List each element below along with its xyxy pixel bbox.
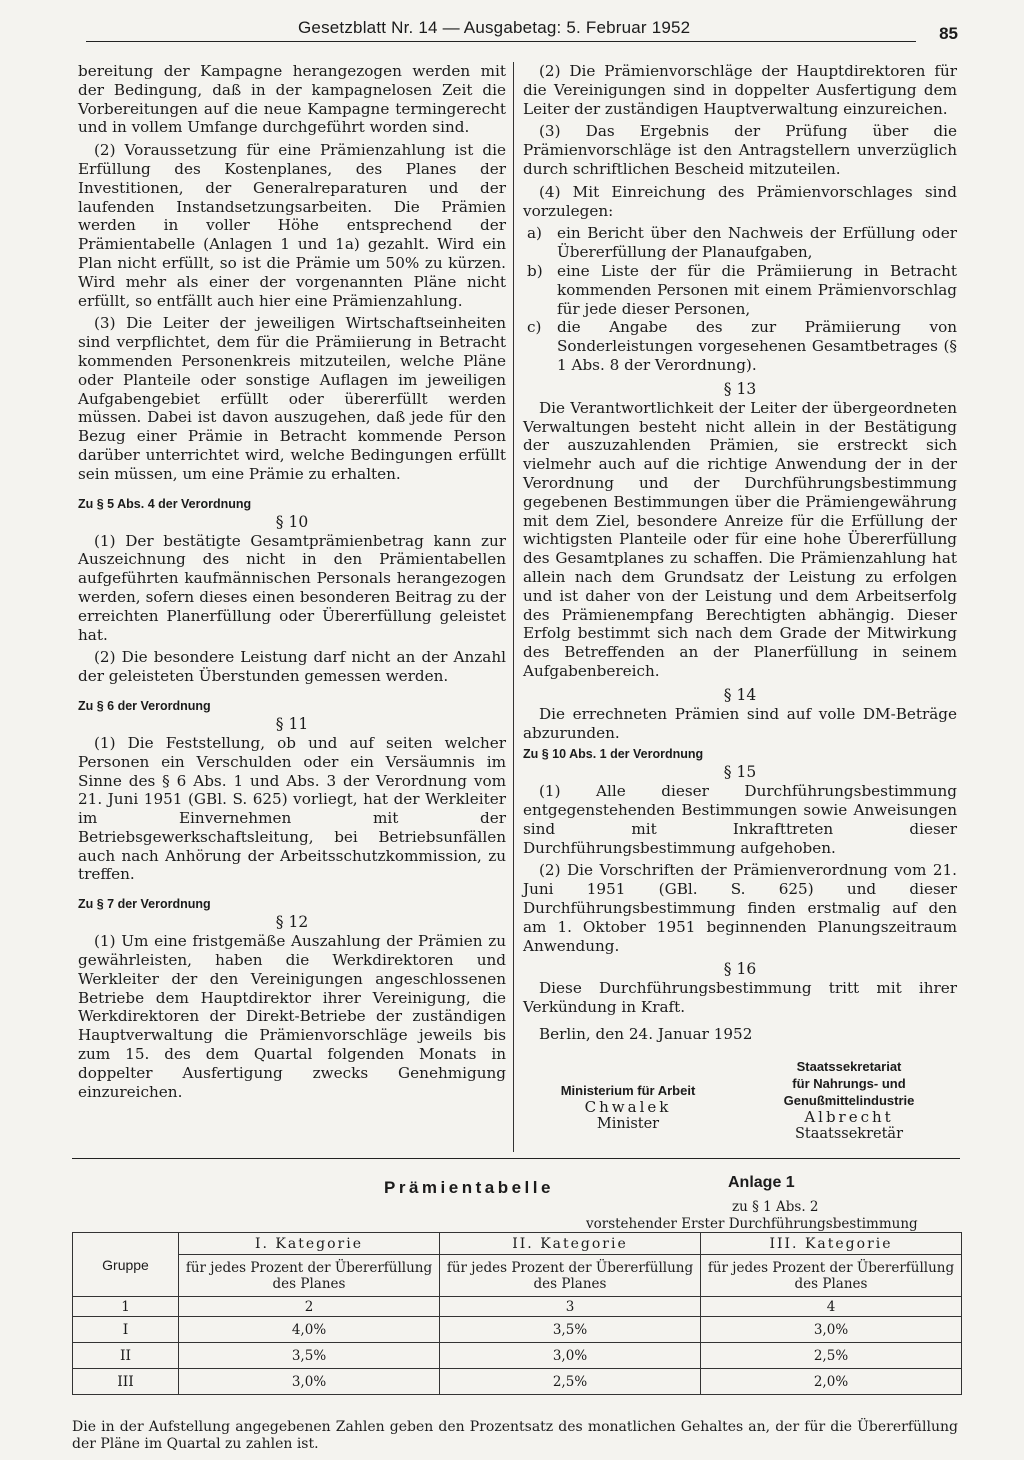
- rate-cell: 4,0%: [179, 1317, 440, 1343]
- paragraph: bereitung der Kampagne herangezogen werden mit der Bedingung, daß in der kampagnelosen Zeit die Vorbereitungen auf die neue Kampagne termingerecht und in vollem Umfange durchgeführt worden sind.: [78, 62, 506, 137]
- paragraph: (3) Das Ergebnis der Prüfung über die Prämienvorschläge ist den Antragstellern unverzüglich durch schriftlichen Bescheid mitzuteilen.: [523, 122, 957, 178]
- list-item-text: ein Bericht über den Nachweis der Erfüllung oder Übererfüllung der Planaufgaben,: [557, 224, 957, 262]
- column-description: für jedes Prozent der Übererfüllung des Planes: [179, 1255, 440, 1297]
- signature-org: für Nahrungs- und: [792, 1075, 906, 1091]
- table-number-row: [73, 1297, 962, 1317]
- page-number: 85: [939, 24, 958, 43]
- paragraph: Die errechneten Prämien sind auf volle DM-Beträge abzurunden.: [523, 704, 957, 742]
- header-rule: [86, 41, 916, 42]
- paragraph: (1) Alle dieser Durchführungsbestimmung entgegenstehenden Bestimmungen sowie Anweisungen sind mit Inkrafttreten dieser Durchführungsbestimmung aufgehoben.: [523, 782, 957, 857]
- table-header-row: [73, 1255, 962, 1297]
- column-description: für jedes Prozent der Übererfüllung des Planes: [701, 1255, 962, 1297]
- column-number: 3: [440, 1297, 701, 1317]
- paragraph: (1) Um eine fristgemäße Auszahlung der Prämien zu gewährleisten, haben die Werkdirektoren und Werkleiter der den Vereinigungen angeschlossenen Betriebe dem Hauptdirektor ihrer Vereinigung, die Werkdirektoren der Direkt-Betriebe der zuständigen Hauptverwaltung die Prämienvorschläge jeweils bis zum 15. des dem Quartal folgenden Monats in doppelter Ausfertigung zwecks Genehmigung einzureichen.: [78, 932, 506, 1101]
- paragraph-number: § 14: [723, 685, 757, 704]
- rate-cell: 2,5%: [440, 1369, 701, 1395]
- annex-label: Anlage 1: [728, 1174, 795, 1191]
- column-header-category: I. Kategorie: [179, 1233, 440, 1255]
- signature-role: Staatssekretär: [794, 1125, 904, 1142]
- table-title: Prämientabelle: [384, 1178, 554, 1197]
- table-footnote: Die in der Aufstellung angegebenen Zahlen geben den Prozentsatz des monatlichen Gehaltes an, der für die Übererfüllung der Pläne im Quartal zu zahlen ist.: [72, 1419, 958, 1452]
- table-row: [73, 1317, 962, 1343]
- rate-cell: 3,5%: [179, 1343, 440, 1369]
- signature-org: Staatssekretariat: [796, 1058, 902, 1074]
- column-divider: [513, 62, 514, 1152]
- premium-table: [72, 1232, 962, 1395]
- right-column: [523, 62, 957, 1146]
- annex-reference: zu § 1 Abs. 2: [732, 1199, 819, 1215]
- signature-name: Chwalek: [584, 1097, 672, 1116]
- paragraph: (2) Die Vorschriften der Prämienverordnung vom 21. Juni 1951 (GBl. S. 625) und dieser Durchführungsbestimmung finden erstmalig auf den am 1. Oktober 1951 beginnenden Planungszeitraum Anwendung.: [523, 861, 957, 955]
- left-column: [78, 62, 506, 1105]
- list-item-text: eine Liste der für die Prämiierung in Betracht kommenden Personen mit einem Prämienvorschlag für jede dieser Personen,: [557, 261, 957, 318]
- signature-name: Albrecht: [804, 1107, 894, 1126]
- list-item-label: b): [527, 261, 543, 280]
- header-title: Gesetzblatt Nr. 14 — Ausgabetag: 5. Februar 1952: [298, 18, 691, 37]
- paragraph: Die Verantwortlichkeit der Leiter der übergeordneten Verwaltungen besteht nicht allein in der Bestätigung der auszuzahlenden Prämien, sie erstreckt sich vielmehr auch auf die richtige Anwendung der in der Verordnung und der Durchführungsbestimmung gegebenen Bestimmungen über die Prämiengewährung mit dem Ziel, besondere Anreize für die Erfüllung der wichtigsten Planteile oder für eine hohe Übererfüllung des Gesamtplanes zu schaffen. Die Prämienzahlung hat allein nach dem Grundsatz der Leistung zu erfolgen und ist daher von der Leistung und dem Arbeitserfolg des Prämienempfang Berechtigten abhängig. Dieser Erfolg bestimmt sich nach dem Grade der Mitwirkung des Betreffenden an der Planerfüllung in seinem Aufgabenbereich.: [523, 398, 957, 680]
- paragraph: (1) Die Feststellung, ob und auf seiten welcher Personen ein Verschulden oder ein Versäumnis im Sinne des § 6 Abs. 1 und Abs. 3 der Verordnung vom 21. Juni 1951 (GBl. S. 625) vorliegt, hat der Werkleiter im Einvernehmen mit der Betriebsgewerkschaftsleitung, bei Betriebsunfällen auch nach Anhörung der Arbeitsschutzkommission, zu treffen.: [78, 733, 506, 884]
- signature-ministry: [523, 1082, 733, 1133]
- rate-cell: 3,0%: [179, 1369, 440, 1395]
- paragraph: Diese Durchführungsbestimmung tritt mit ihrer Verkündung in Kraft.: [523, 979, 957, 1017]
- group-cell: I: [73, 1317, 179, 1343]
- paragraph: (3) Die Leiter der jeweiligen Wirtschaftseinheiten sind verpflichtet, dem für die Prämiierung in Betracht kommenden Personenkreis mitzuteilen, welche Pläne oder Planteile oder sonstige Auflagen im jeweiligen Aufgabengebiet erfüllt oder übererfüllt werden müssen. Dabei ist davon auszugehen, daß jede für den Bezug einer Prämie in Betracht kommende Person darüber unterrichtet wird, welche Bedingungen erfüllt sein müssen, um eine Prämie zu erhalten.: [78, 314, 506, 483]
- list-item: [523, 262, 957, 318]
- group-cell: III: [73, 1369, 179, 1395]
- section-reference: Zu § 5 Abs. 4 der Verordnung: [78, 496, 252, 511]
- list-item: [523, 224, 957, 262]
- signature-role: Minister: [596, 1115, 660, 1132]
- paragraph-number: § 10: [275, 512, 309, 531]
- paragraph: (1) Der bestätigte Gesamtprämienbetrag kann zur Auszeichnung des nicht in den Prämientabellen aufgeführten kaufmännischen Personals herangezogen werden, sofern dieses einen besonderen Beitrag zu der erreichten Planerfüllung oder Übererfüllung geleistet hat.: [78, 531, 506, 644]
- section-reference: Zu § 10 Abs. 1 der Verordnung: [523, 747, 704, 762]
- column-number: 1: [73, 1297, 179, 1317]
- table-row: [73, 1343, 962, 1369]
- list-item-text: die Angabe des zur Prämiierung von Sonderleistungen vorgesehenen Gesamtbetrages (§ 1 Abs. 8 der Verordnung).: [557, 318, 957, 374]
- annex-reference: vorstehender Erster Durchführungsbestimmung: [586, 1216, 918, 1232]
- list-item-label: a): [527, 224, 542, 243]
- signature-org: Genußmittelindustrie: [783, 1092, 915, 1108]
- rate-cell: 2,0%: [701, 1369, 962, 1395]
- column-number: 2: [179, 1297, 440, 1317]
- paragraph-number: § 16: [723, 960, 757, 979]
- section-reference: Zu § 6 der Verordnung: [78, 698, 211, 713]
- rate-cell: 3,5%: [440, 1317, 701, 1343]
- list-item: [523, 318, 957, 374]
- column-description: für jedes Prozent der Übererfüllung des Planes: [440, 1255, 701, 1297]
- paragraph: (2) Die Prämienvorschläge der Hauptdirektoren für die Vereinigungen sind in doppelter Ausfertigung dem Leiter der zuständigen Hauptverwaltung einzureichen.: [523, 62, 957, 118]
- column-header-category: II. Kategorie: [440, 1233, 701, 1255]
- paragraph-number: § 12: [275, 913, 309, 932]
- rate-cell: 3,0%: [440, 1343, 701, 1369]
- table-header-row: [73, 1233, 962, 1255]
- column-header-group: Gruppe: [73, 1233, 179, 1297]
- dateline: Berlin, den 24. Januar 1952: [539, 1025, 753, 1044]
- group-cell: II: [73, 1343, 179, 1369]
- signature-block: [523, 1058, 957, 1146]
- rate-cell: 3,0%: [701, 1317, 962, 1343]
- page-header: [86, 18, 966, 46]
- paragraph: (2) Die besondere Leistung darf nicht an der Anzahl der geleisteten Überstunden gemessen werden.: [78, 648, 506, 686]
- signature-state-secretariat: [741, 1058, 957, 1143]
- paragraph: (2) Voraussetzung für eine Prämienzahlung ist die Erfüllung des Kostenplanes, des Planes der Investitionen, der Generalreparaturen und der laufenden Instandsetzungsarbeiten. Die Prämien werden in voller Höhe entsprechend der Prämientabelle (Anlagen 1 und 1a) gezahlt. Wird ein Plan nicht erfüllt, so ist die Prämie um 50% zu kürzen. Wird mehr als einer der vorgenannten Pläne nicht erfüllt, so entfällt auch hier eine Prämienzahlung.: [78, 141, 506, 310]
- section-reference: Zu § 7 der Verordnung: [78, 897, 211, 912]
- paragraph-number: § 13: [723, 379, 757, 398]
- column-header-category: III. Kategorie: [701, 1233, 962, 1255]
- enumeration-list: [523, 224, 957, 374]
- table-row: [73, 1369, 962, 1395]
- signature-org: Ministerium für Arbeit: [560, 1082, 696, 1098]
- list-item-label: c): [527, 318, 542, 337]
- section-rule: [72, 1158, 960, 1159]
- paragraph-number: § 15: [723, 763, 757, 782]
- paragraph: (4) Mit Einreichung des Prämienvorschlages sind vorzulegen:: [523, 182, 957, 220]
- rate-cell: 2,5%: [701, 1343, 962, 1369]
- column-number: 4: [701, 1297, 962, 1317]
- paragraph-number: § 11: [275, 714, 309, 733]
